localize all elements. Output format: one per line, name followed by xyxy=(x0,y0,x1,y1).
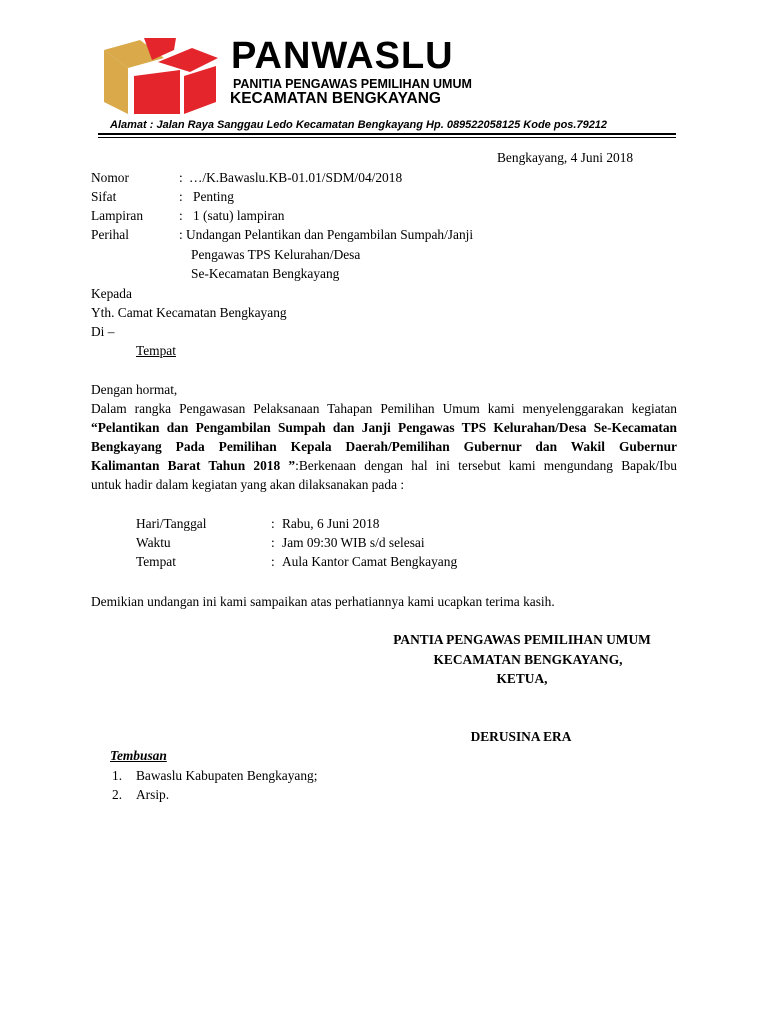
org-address: Alamat : Jalan Raya Sanggau Ledo Kecamatan Bengkayang Hp. 089522058125 Kode pos.79212 xyxy=(110,119,608,131)
perihal-line-2: Pengawas TPS Kelurahan/Desa xyxy=(191,247,361,262)
event-row-time xyxy=(136,533,536,552)
body-line-3: Bengkayang Pada Pemilihan Kepala Daerah/Pemilihan Gubernur dan Wakil Gubernur xyxy=(91,439,677,454)
event-label: Tempat xyxy=(136,554,176,569)
tembusan-text: Bawaslu Kabupaten Bengkayang; xyxy=(136,768,318,783)
meta-sep: : xyxy=(179,189,183,204)
org-name: PANWASLU xyxy=(231,35,454,77)
recipient-yth: Yth. Camat Kecamatan Bengkayang xyxy=(91,305,287,320)
event-label: Waktu xyxy=(136,535,171,550)
event-sep: : xyxy=(271,554,275,569)
closing-text: Demikian undangan ini kami sampaikan atas perhatiannya kami ucapkan terima kasih. xyxy=(91,594,555,609)
meta-value: 1 (satu) lampiran xyxy=(193,208,285,223)
meta-sep: : xyxy=(179,227,183,242)
meta-label: Nomor xyxy=(91,170,129,185)
body-line-2: “Pelantikan dan Pengambilan Sumpah dan Janji Pengawas TPS Kelurahan/Desa Se-Kecamatan xyxy=(91,420,677,435)
event-row-place xyxy=(136,552,536,571)
greeting: Dengan hormat, xyxy=(91,382,178,397)
tembusan-title: Tembusan xyxy=(110,748,167,763)
event-row-date xyxy=(136,514,536,533)
meta-label: Sifat xyxy=(91,189,117,204)
meta-row-perihal xyxy=(91,225,511,244)
signatory-name: DERUSINA ERA xyxy=(470,729,572,744)
meta-row-sifat xyxy=(91,187,511,206)
body-bold-fragment: Kalimantan Barat Tahun 2018 ” xyxy=(91,458,296,473)
meta-value: Penting xyxy=(193,189,234,204)
body-line-4 xyxy=(91,456,677,475)
meta-row-lampiran xyxy=(91,206,511,225)
event-value: Jam 09:30 WIB s/d selesai xyxy=(282,535,425,550)
header-divider xyxy=(98,133,676,135)
meta-label: Lampiran xyxy=(91,208,144,223)
recipient-kepada: Kepada xyxy=(91,286,132,301)
ballot-box-logo-icon xyxy=(100,36,218,116)
event-label: Hari/Tanggal xyxy=(136,516,207,531)
event-value: Aula Kantor Camat Bengkayang xyxy=(282,554,458,569)
event-value: Rabu, 6 Juni 2018 xyxy=(282,516,380,531)
tembusan-num: 2. xyxy=(112,787,123,802)
signature-role: KETUA, xyxy=(496,671,548,686)
meta-value: …/K.Bawaslu.KB-01.01/SDM/04/2018 xyxy=(189,170,403,185)
org-subtitle: PANITIA PENGAWAS PEMILIHAN UMUM xyxy=(233,77,472,91)
meta-value: Undangan Pelantikan dan Pengambilan Sumpah/Janji xyxy=(186,227,474,242)
perihal-line-3: Se-Kecamatan Bengkayang xyxy=(191,266,340,281)
signature-org: PANTIA PENGAWAS PEMILIHAN UMUM xyxy=(393,632,651,647)
body-line-1: Dalam rangka Pengawasan Pelaksanaan Tahapan Pemilihan Umum kami menyelenggarakan kegiatan xyxy=(91,401,677,416)
body-fragment: :Berkenaan dengan hal ini tersebut kami mengundang Bapak/Ibu xyxy=(295,458,677,473)
meta-row-nomor xyxy=(91,168,511,187)
meta-label: Perihal xyxy=(91,227,129,242)
place-date: Bengkayang, 4 Juni 2018 xyxy=(497,150,634,165)
recipient-tempat: Tempat xyxy=(136,343,176,358)
signature-district: KECAMATAN BENGKAYANG, xyxy=(433,652,623,667)
recipient-di: Di – xyxy=(91,324,115,339)
tembusan-text: Arsip. xyxy=(136,787,170,802)
event-sep: : xyxy=(271,535,275,550)
event-sep: : xyxy=(271,516,275,531)
body-paragraph xyxy=(91,399,677,494)
meta-sep: : xyxy=(179,170,183,185)
tembusan-num: 1. xyxy=(112,768,123,783)
org-district: KECAMATAN BENGKAYANG xyxy=(230,90,441,107)
body-line-5: untuk hadir dalam kegiatan yang akan dilaksanakan pada : xyxy=(91,477,405,492)
meta-sep: : xyxy=(179,208,183,223)
header-divider-thin xyxy=(98,137,676,138)
tembusan-item xyxy=(112,766,412,785)
tembusan-item xyxy=(112,785,412,804)
